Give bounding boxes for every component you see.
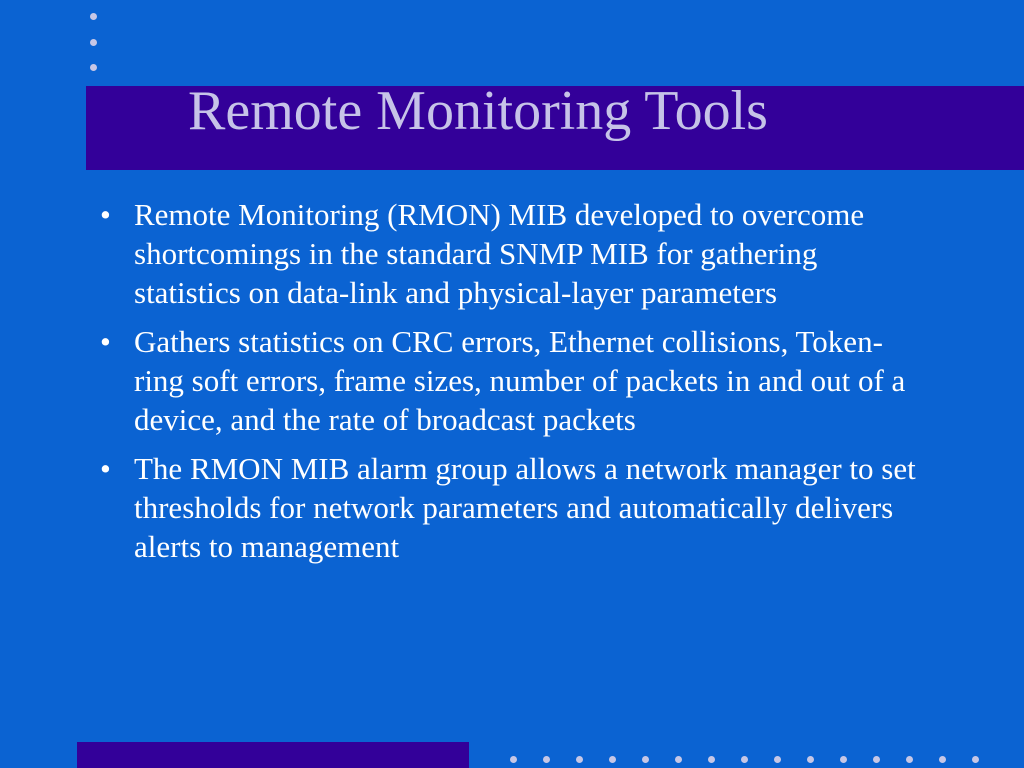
bullet-icon: • [100,197,111,232]
bullet-text: Remote Monitoring (RMON) MIB developed to overcome shortcomings in the standard SNMP MIB for gathering statistics on data-link and physical-layer parameters [134,197,865,310]
decorative-dot [543,756,550,763]
decorative-dot [510,756,517,763]
bullet-icon: • [100,451,111,486]
bullet-text: Gathers statistics on CRC errors, Ethernet collisions, Token-ring soft errors, frame sizes, number of packets in and out of a device, and the rate of broadcast packets [134,324,906,437]
bullet-item [100,449,930,566]
bullet-item [100,195,930,312]
decorative-dot [807,756,814,763]
decorative-dot [939,756,946,763]
decorative-dot [90,64,97,71]
decorative-dot [675,756,682,763]
decorative-dot [90,13,97,20]
decorative-dot [90,39,97,46]
decorative-dot [708,756,715,763]
bullet-item [100,322,930,439]
decorative-dot [642,756,649,763]
slide-title: Remote Monitoring Tools [188,80,768,142]
bullet-text: The RMON MIB alarm group allows a network manager to set thresholds for network parameters and automatically delivers alerts to management [134,451,916,564]
decorative-dot [774,756,781,763]
bullet-list [100,195,930,576]
bottom-bar [77,742,469,768]
decorative-dot [609,756,616,763]
decorative-dot [906,756,913,763]
decorative-dot [873,756,880,763]
decorative-dot [972,756,979,763]
decorative-dot [741,756,748,763]
bullet-icon: • [100,324,111,359]
decorative-dot [840,756,847,763]
decorative-dot [576,756,583,763]
